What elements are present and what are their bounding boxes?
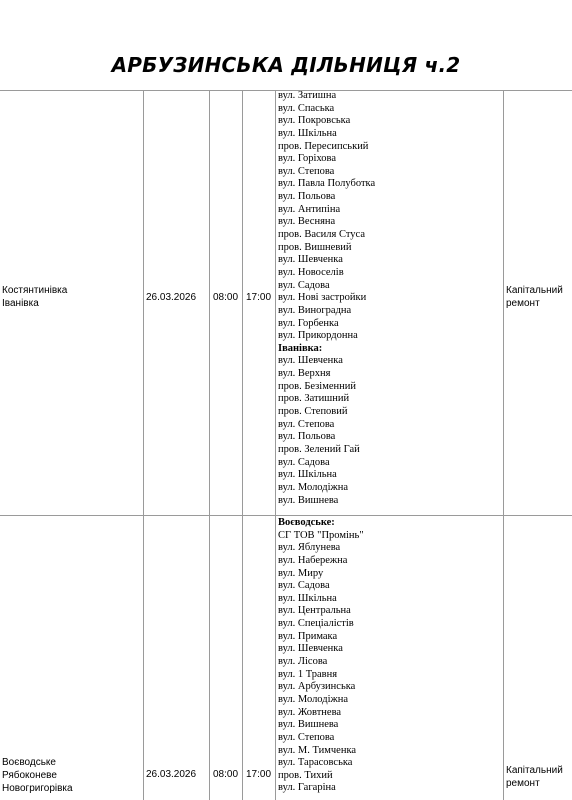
address-line: вул. Виноградна (278, 304, 352, 316)
column-divider (209, 90, 210, 800)
time-to-cell: 17:00 (246, 292, 272, 303)
address-line: пров. Зелений Гай (278, 443, 360, 455)
address-line: пров. Степовий (278, 406, 348, 418)
address-line: вул. Вишнева (278, 494, 339, 506)
address-line: вул. Садова (278, 279, 330, 291)
address-line: вул. Набережна (278, 554, 348, 566)
address-line: вул. Центральна (278, 605, 351, 617)
address-line: вул. Спаська (278, 102, 335, 114)
column-divider (143, 90, 144, 800)
address-line: пров. Тихий (278, 769, 333, 781)
column-divider (242, 90, 243, 800)
time-to-cell: 17:00 (246, 769, 272, 780)
settlement-header: Воєводське: (278, 517, 335, 528)
address-line: вул. Покровська (278, 115, 351, 127)
column-divider (503, 90, 504, 800)
address-line: вул. Миру (278, 567, 324, 579)
date-cell: 26.03.2026 (146, 292, 197, 303)
address-line: вул. Польова (278, 191, 336, 203)
addresses-cell (278, 517, 503, 795)
address-line: вул. Шкільна (278, 469, 337, 481)
reason-line: ремонт (506, 298, 540, 309)
settlement-name: Рябоконеве (2, 770, 57, 781)
column-divider (275, 90, 276, 800)
address-line: СГ ТОВ "Промінь" (278, 529, 364, 541)
settlements-cell (2, 284, 140, 310)
settlements-cell (2, 756, 140, 795)
address-line: вул. Лісова (278, 656, 328, 668)
reason-line: ремонт (506, 778, 540, 789)
address-line: вул. М. Тимченка (278, 744, 357, 756)
address-line: вул. Шевченка (278, 643, 343, 655)
date-cell: 26.03.2026 (146, 769, 197, 780)
reason-cell (506, 284, 570, 310)
address-line: вул. Степова (278, 418, 335, 430)
address-line: вул. Шкільна (278, 127, 337, 139)
address-line: вул. Арбузинська (278, 681, 356, 693)
page-title: АРБУЗИНСЬКА ДІЛЬНИЦЯ ч.2 (111, 53, 461, 77)
address-line: вул. Антипіна (278, 203, 341, 215)
address-line: вул. Затишна (278, 90, 337, 101)
address-line: вул. Молодіжна (278, 693, 349, 705)
address-line: вул. Весняна (278, 216, 336, 228)
address-line: вул. Павла Полуботка (278, 178, 376, 190)
address-line: вул. Спеціалістів (278, 618, 354, 630)
settlement-header: Іванівка: (278, 342, 323, 354)
address-line: пров. Безіменний (278, 380, 356, 392)
address-line: вул. Верхня (278, 368, 331, 380)
address-line: пров. Пересипський (278, 140, 369, 152)
address-line: вул. Яблунева (278, 542, 341, 554)
addresses-cell (278, 90, 503, 507)
address-line: пров. Вишневий (278, 241, 352, 253)
row-divider (0, 515, 572, 516)
address-line: вул. Новоселів (278, 266, 344, 278)
address-line: вул. Молодіжна (278, 481, 349, 493)
address-line: вул. Садова (278, 456, 330, 468)
address-line: пров. Затишний (278, 393, 350, 405)
address-line: вул. Гагаріна (278, 782, 336, 794)
address-line: вул. 1 Травня (278, 668, 338, 680)
address-line: вул. Вишнева (278, 719, 339, 731)
reason-line: Капітальний (506, 285, 563, 296)
outage-table (0, 90, 572, 800)
settlement-name: Воєводське (2, 757, 56, 768)
settlement-name: Костянтинівка (2, 285, 68, 296)
address-line: вул. Примака (278, 630, 338, 642)
settlement-name: Новогригорівка (2, 783, 73, 794)
time-from-cell: 08:00 (213, 769, 239, 780)
address-line: вул. Горбенка (278, 317, 339, 329)
settlement-name: Іванівка (2, 298, 39, 309)
address-line: вул. Степова (278, 165, 335, 177)
address-line: вул. Шевченка (278, 355, 343, 367)
reason-cell (506, 764, 570, 790)
address-line: пров. Василя Стуса (278, 229, 365, 241)
address-line: вул. Тарасовська (278, 757, 353, 769)
address-line: вул. Польова (278, 431, 336, 443)
address-line: вул. Шевченка (278, 254, 343, 266)
address-line: вул. Садова (278, 580, 330, 592)
address-line: вул. Степова (278, 731, 335, 743)
address-line: вул. Горіхова (278, 153, 337, 165)
time-from-cell: 08:00 (213, 292, 239, 303)
address-line: вул. Жовтнева (278, 706, 342, 718)
address-line: вул. Прикордонна (278, 330, 358, 342)
reason-line: Капітальний (506, 765, 563, 776)
address-line: вул. Шкільна (278, 592, 337, 604)
address-line: вул. Нові застройки (278, 292, 367, 304)
